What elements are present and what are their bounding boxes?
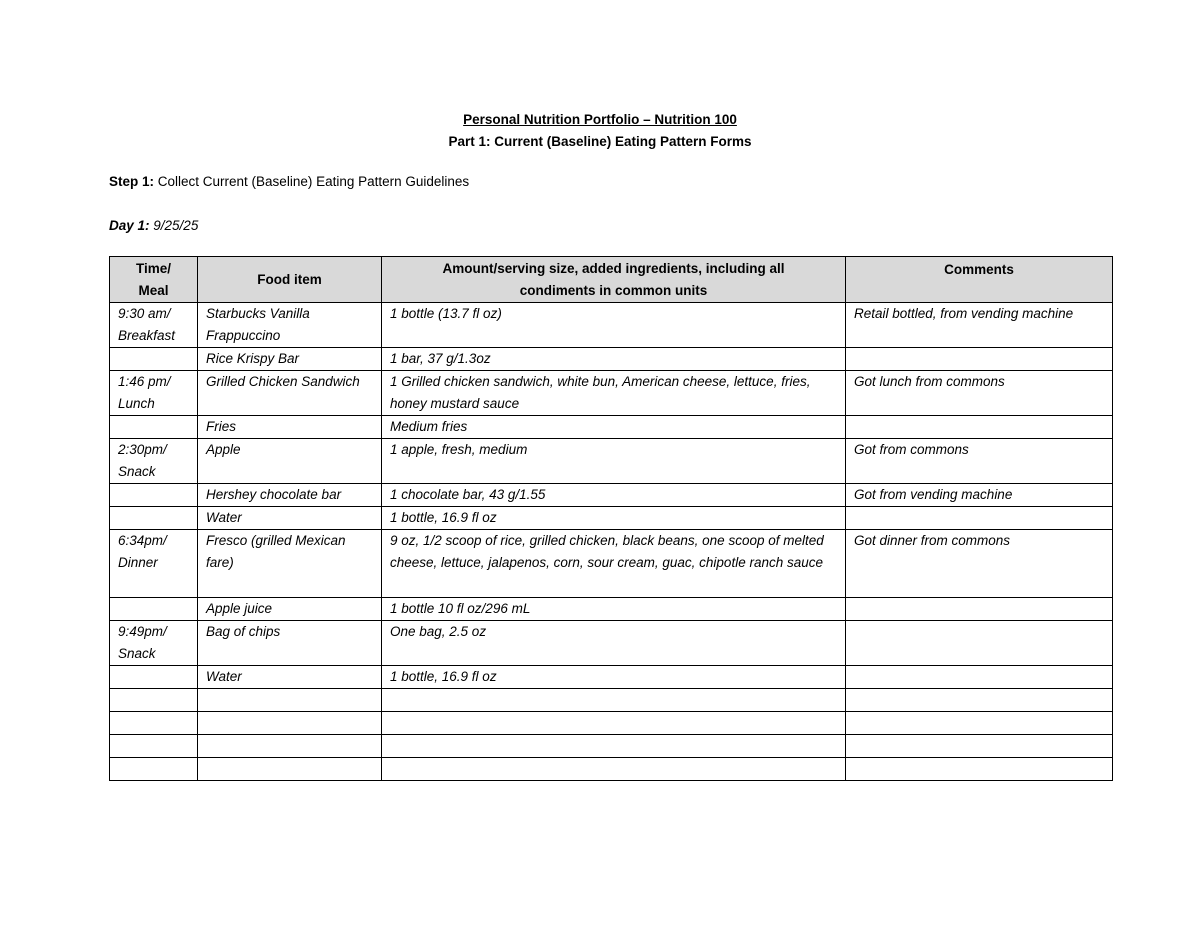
cell-food: Hershey chocolate bar bbox=[198, 484, 382, 507]
cell-time bbox=[110, 598, 198, 621]
cell-time bbox=[110, 416, 198, 439]
cell-time: 9:49pm/ Snack bbox=[110, 621, 198, 666]
cell-amount: 1 bar, 37 g/1.3oz bbox=[382, 348, 846, 371]
cell-time bbox=[110, 735, 198, 758]
header-amount-line1: Amount/serving size, added ingredients, including all bbox=[442, 260, 785, 276]
cell-time bbox=[110, 689, 198, 712]
step-text: Collect Current (Baseline) Eating Pattern Guidelines bbox=[154, 174, 470, 189]
cell-food bbox=[198, 758, 382, 781]
cell-amount: 1 bottle (13.7 fl oz) bbox=[382, 303, 846, 348]
cell-comments: Got from vending machine bbox=[846, 484, 1113, 507]
cell-comments bbox=[846, 621, 1113, 666]
cell-comments: Got dinner from commons bbox=[846, 530, 1113, 598]
cell-time: 9:30 am/ Breakfast bbox=[110, 303, 198, 348]
step-label: Step 1: bbox=[109, 174, 155, 189]
cell-food: Rice Krispy Bar bbox=[198, 348, 382, 371]
cell-food: Water bbox=[198, 666, 382, 689]
cell-time bbox=[110, 666, 198, 689]
cell-amount: 1 chocolate bar, 43 g/1.55 bbox=[382, 484, 846, 507]
table-row bbox=[110, 303, 1113, 348]
table-row bbox=[110, 712, 1113, 735]
table-header-row bbox=[110, 257, 1113, 303]
cell-food: Apple bbox=[198, 439, 382, 484]
table-row bbox=[110, 416, 1113, 439]
cell-comments bbox=[846, 416, 1113, 439]
cell-time bbox=[110, 507, 198, 530]
table-row bbox=[110, 621, 1113, 666]
cell-comments bbox=[846, 598, 1113, 621]
cell-amount: One bag, 2.5 oz bbox=[382, 621, 846, 666]
cell-amount: 1 apple, fresh, medium bbox=[382, 439, 846, 484]
cell-food: Grilled Chicken Sandwich bbox=[198, 371, 382, 416]
cell-amount bbox=[382, 712, 846, 735]
header-amount-line2: condiments in common units bbox=[519, 282, 708, 298]
cell-comments bbox=[846, 348, 1113, 371]
table-row bbox=[110, 689, 1113, 712]
cell-comments bbox=[846, 712, 1113, 735]
header-food-item: Food item bbox=[198, 257, 382, 303]
cell-amount bbox=[382, 758, 846, 781]
cell-comments: Retail bottled, from vending machine bbox=[846, 303, 1113, 348]
table-row bbox=[110, 530, 1113, 598]
cell-amount: 1 bottle 10 fl oz/296 mL bbox=[382, 598, 846, 621]
cell-food: Bag of chips bbox=[198, 621, 382, 666]
cell-time: 1:46 pm/ Lunch bbox=[110, 371, 198, 416]
table-row bbox=[110, 371, 1113, 416]
day-date: 9/25/25 bbox=[149, 218, 199, 233]
cell-comments bbox=[846, 758, 1113, 781]
document-subtitle: Part 1: Current (Baseline) Eating Pattern Forms bbox=[448, 134, 752, 149]
header-time-meal bbox=[110, 257, 198, 303]
cell-food bbox=[198, 689, 382, 712]
cell-amount: 1 Grilled chicken sandwich, white bun, American cheese, lettuce, fries, honey mustard sauce bbox=[382, 371, 846, 416]
table-row bbox=[110, 598, 1113, 621]
document-title: Personal Nutrition Portfolio – Nutrition 100 bbox=[463, 112, 737, 127]
cell-time: 6:34pm/ Dinner bbox=[110, 530, 198, 598]
cell-time bbox=[110, 712, 198, 735]
cell-amount: Medium fries bbox=[382, 416, 846, 439]
cell-comments bbox=[846, 735, 1113, 758]
cell-food: Apple juice bbox=[198, 598, 382, 621]
cell-food bbox=[198, 735, 382, 758]
cell-comments bbox=[846, 689, 1113, 712]
cell-time bbox=[110, 348, 198, 371]
eating-pattern-table bbox=[109, 256, 1113, 781]
cell-amount: 9 oz, 1/2 scoop of rice, grilled chicken, black beans, one scoop of melted cheese, lettuce, jalapenos, corn, sour cream, guac, chipotle ranch sauce bbox=[382, 530, 846, 598]
cell-amount bbox=[382, 735, 846, 758]
cell-amount bbox=[382, 689, 846, 712]
cell-food: Starbucks Vanilla Frappuccino bbox=[198, 303, 382, 348]
cell-time bbox=[110, 758, 198, 781]
cell-food: Water bbox=[198, 507, 382, 530]
cell-time: 2:30pm/ Snack bbox=[110, 439, 198, 484]
cell-time bbox=[110, 484, 198, 507]
table-row bbox=[110, 439, 1113, 484]
header-meal-label: Meal bbox=[138, 282, 169, 298]
cell-food: Fries bbox=[198, 416, 382, 439]
header-amount bbox=[382, 257, 846, 303]
day-label: Day 1: bbox=[109, 218, 150, 233]
cell-food: Fresco (grilled Mexican fare) bbox=[198, 530, 382, 598]
step-instruction bbox=[109, 174, 469, 189]
table-row bbox=[110, 348, 1113, 371]
cell-food bbox=[198, 712, 382, 735]
day-heading bbox=[109, 218, 198, 233]
table-row bbox=[110, 507, 1113, 530]
table-row bbox=[110, 735, 1113, 758]
header-comments: Comments bbox=[846, 257, 1113, 303]
cell-amount: 1 bottle, 16.9 fl oz bbox=[382, 666, 846, 689]
cell-comments: Got lunch from commons bbox=[846, 371, 1113, 416]
cell-comments: Got from commons bbox=[846, 439, 1113, 484]
table-row bbox=[110, 666, 1113, 689]
table-row bbox=[110, 484, 1113, 507]
header-time-label: Time/ bbox=[135, 260, 171, 276]
cell-amount: 1 bottle, 16.9 fl oz bbox=[382, 507, 846, 530]
cell-comments bbox=[846, 507, 1113, 530]
cell-comments bbox=[846, 666, 1113, 689]
table-row bbox=[110, 758, 1113, 781]
